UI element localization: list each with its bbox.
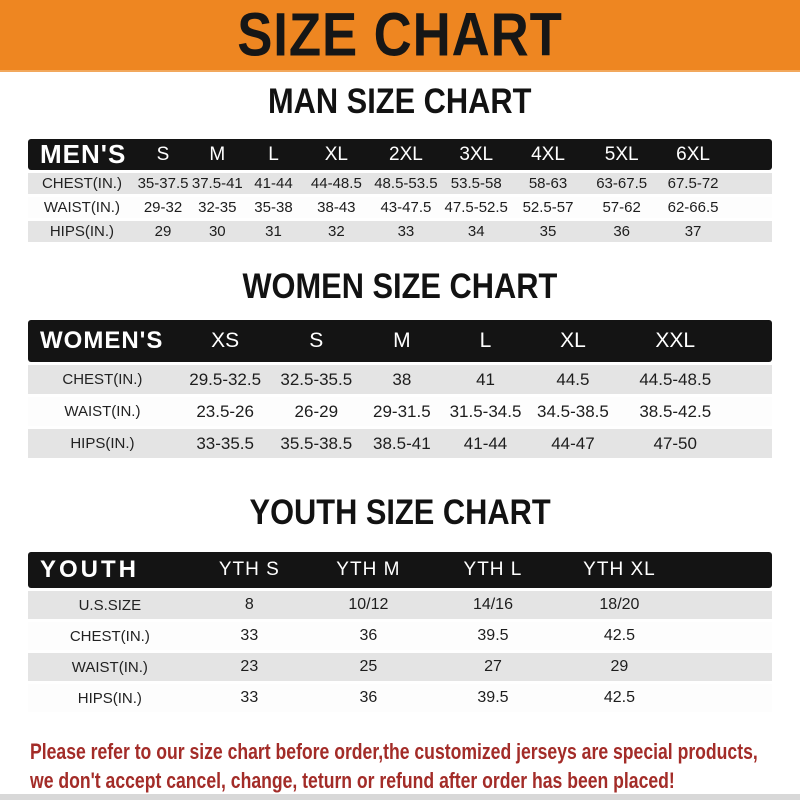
women-column-header-0: XS bbox=[177, 320, 274, 362]
men-value-1-3: 38-43 bbox=[303, 197, 371, 218]
men-value-0-7: 63-67.5 bbox=[585, 173, 658, 194]
women-column-header-2: M bbox=[359, 320, 445, 362]
youth-row-3 bbox=[28, 684, 772, 712]
youth-value-0-1: 10/12 bbox=[307, 591, 430, 619]
women-value-0-2: 38 bbox=[359, 365, 445, 394]
size-chart-banner bbox=[0, 0, 800, 72]
men-value-1-7: 57-62 bbox=[585, 197, 658, 218]
men-value-0-8: 67.5-72 bbox=[658, 173, 728, 194]
men-header-row bbox=[28, 139, 772, 170]
men-row-1 bbox=[28, 197, 772, 218]
women-value-2-1: 35.5-38.5 bbox=[274, 429, 360, 458]
women-row-0 bbox=[28, 365, 772, 394]
women-value-1-3: 31.5-34.5 bbox=[445, 397, 527, 426]
banner-title: SIZE CHART bbox=[237, 0, 563, 69]
youth-chart-heading bbox=[0, 495, 800, 531]
youth-row-label-3: HIPS(IN.) bbox=[28, 684, 192, 712]
youth-value-1-2: 39.5 bbox=[430, 622, 556, 650]
youth-row-spacer-0 bbox=[683, 591, 772, 619]
youth-column-header-3: YTH XL bbox=[556, 552, 682, 588]
men-column-header-7: 5XL bbox=[585, 139, 658, 170]
men-column-header-6: 4XL bbox=[511, 139, 585, 170]
women-value-0-0: 29.5-32.5 bbox=[177, 365, 274, 394]
men-value-2-7: 36 bbox=[585, 221, 658, 242]
women-value-1-4: 34.5-38.5 bbox=[526, 397, 619, 426]
youth-value-1-3: 42.5 bbox=[556, 622, 682, 650]
women-row-spacer-0 bbox=[731, 365, 772, 394]
women-chart-heading-text: WOMEN SIZE CHART bbox=[242, 267, 558, 306]
women-column-header-4: XL bbox=[526, 320, 619, 362]
footer-line-2: we don't accept cancel, change, teturn or refund after order has been placed! bbox=[30, 768, 675, 793]
youth-value-3-2: 39.5 bbox=[430, 684, 556, 712]
men-value-1-6: 52.5-57 bbox=[511, 197, 585, 218]
youth-size-table bbox=[28, 549, 772, 715]
youth-row-spacer-3 bbox=[683, 684, 772, 712]
women-value-1-1: 26-29 bbox=[274, 397, 360, 426]
women-value-0-4: 44.5 bbox=[526, 365, 619, 394]
youth-value-1-1: 36 bbox=[307, 622, 430, 650]
men-value-1-5: 47.5-52.5 bbox=[442, 197, 511, 218]
men-row-spacer-1 bbox=[728, 197, 772, 218]
women-value-0-1: 32.5-35.5 bbox=[274, 365, 360, 394]
women-value-2-5: 47-50 bbox=[619, 429, 731, 458]
youth-row-1 bbox=[28, 622, 772, 650]
men-value-2-1: 30 bbox=[190, 221, 244, 242]
men-value-0-6: 58-63 bbox=[511, 173, 585, 194]
men-column-header-5: 3XL bbox=[442, 139, 511, 170]
men-row-2 bbox=[28, 221, 772, 242]
women-header-label: WOMEN'S bbox=[28, 320, 177, 362]
men-column-header-8: 6XL bbox=[658, 139, 728, 170]
youth-value-3-1: 36 bbox=[307, 684, 430, 712]
women-row-label-2: HIPS(IN.) bbox=[28, 429, 177, 458]
footer-note bbox=[0, 737, 800, 795]
women-column-header-5: XXL bbox=[619, 320, 731, 362]
men-row-label-2: HIPS(IN.) bbox=[28, 221, 136, 242]
men-value-0-3: 44-48.5 bbox=[303, 173, 371, 194]
men-size-table-container bbox=[28, 136, 772, 245]
men-value-0-0: 35-37.5 bbox=[137, 175, 189, 192]
men-value-1-1: 32-35 bbox=[190, 197, 244, 218]
men-row-label-1: WAIST(IN.) bbox=[28, 197, 136, 218]
bottom-strip bbox=[0, 794, 800, 800]
youth-column-header-0: YTH S bbox=[192, 552, 307, 588]
men-value-2-0: 29 bbox=[136, 221, 190, 242]
women-row-spacer-2 bbox=[731, 429, 772, 458]
men-column-header-2: L bbox=[244, 139, 302, 170]
women-row-spacer-1 bbox=[731, 397, 772, 426]
youth-chart-heading-text: YOUTH SIZE CHART bbox=[249, 493, 551, 532]
youth-row-spacer-2 bbox=[683, 653, 772, 681]
youth-column-header-2: YTH L bbox=[430, 552, 556, 588]
youth-header-row bbox=[28, 552, 772, 588]
women-value-2-3: 41-44 bbox=[445, 429, 527, 458]
man-chart-heading bbox=[0, 84, 800, 120]
men-value-2-8: 37 bbox=[658, 221, 728, 242]
men-header-spacer bbox=[728, 139, 772, 170]
women-row-label-1: WAIST(IN.) bbox=[28, 397, 177, 426]
youth-row-spacer-1 bbox=[683, 622, 772, 650]
men-value-2-6: 35 bbox=[511, 221, 585, 242]
men-value-0-4: 48.5-53.5 bbox=[370, 173, 441, 194]
women-header-spacer bbox=[731, 320, 772, 362]
women-value-1-2: 29-31.5 bbox=[359, 397, 445, 426]
men-row-spacer-2 bbox=[728, 221, 772, 242]
women-value-2-2: 38.5-41 bbox=[359, 429, 445, 458]
youth-row-label-1: CHEST(IN.) bbox=[28, 622, 192, 650]
man-chart-heading-text: MAN SIZE CHART bbox=[268, 82, 532, 121]
men-value-2-3: 32 bbox=[303, 221, 371, 242]
women-value-1-0: 23.5-26 bbox=[177, 397, 274, 426]
youth-value-0-2: 14/16 bbox=[430, 591, 556, 619]
men-value-1-8: 62-66.5 bbox=[658, 197, 728, 218]
youth-value-0-3: 18/20 bbox=[556, 591, 682, 619]
men-row-label-0: CHEST(IN.) bbox=[28, 173, 136, 194]
youth-size-table-container bbox=[28, 549, 772, 715]
women-column-header-3: L bbox=[445, 320, 527, 362]
men-column-header-1: M bbox=[190, 139, 244, 170]
youth-header-spacer bbox=[683, 552, 772, 588]
women-size-table-container bbox=[28, 317, 772, 461]
men-value-1-4: 43-47.5 bbox=[370, 197, 441, 218]
youth-value-3-0: 33 bbox=[192, 684, 307, 712]
women-row-1 bbox=[28, 397, 772, 426]
women-value-2-4: 44-47 bbox=[526, 429, 619, 458]
men-row-spacer-0 bbox=[728, 173, 772, 194]
men-column-header-4: 2XL bbox=[370, 139, 441, 170]
men-value-1-0: 29-32 bbox=[136, 197, 190, 218]
women-value-0-3: 41 bbox=[445, 365, 527, 394]
youth-value-2-2: 27 bbox=[430, 653, 556, 681]
men-value-0-5: 53.5-58 bbox=[442, 173, 511, 194]
men-value-0-2: 41-44 bbox=[244, 173, 302, 194]
youth-value-2-3: 29 bbox=[556, 653, 682, 681]
youth-value-3-3: 42.5 bbox=[556, 684, 682, 712]
women-header-row bbox=[28, 320, 772, 362]
youth-row-2 bbox=[28, 653, 772, 681]
women-row-2 bbox=[28, 429, 772, 458]
youth-row-0 bbox=[28, 591, 772, 619]
men-value-2-2: 31 bbox=[244, 221, 302, 242]
women-size-table bbox=[28, 317, 772, 461]
youth-value-0-0: 8 bbox=[192, 591, 307, 619]
youth-header-label: YOUTH bbox=[28, 552, 192, 588]
youth-value-2-0: 23 bbox=[192, 653, 307, 681]
youth-row-label-2: WAIST(IN.) bbox=[28, 653, 192, 681]
men-value-1-2: 35-38 bbox=[244, 197, 302, 218]
women-chart-heading bbox=[0, 269, 800, 305]
men-column-header-3: XL bbox=[303, 139, 371, 170]
men-row-0 bbox=[28, 173, 772, 194]
youth-value-2-1: 25 bbox=[307, 653, 430, 681]
women-column-header-1: S bbox=[274, 320, 360, 362]
men-value-0-1: 37.5-41 bbox=[191, 175, 243, 192]
women-row-label-0: CHEST(IN.) bbox=[28, 365, 177, 394]
youth-value-1-0: 33 bbox=[192, 622, 307, 650]
women-value-2-0: 33-35.5 bbox=[177, 429, 274, 458]
youth-column-header-1: YTH M bbox=[307, 552, 430, 588]
footer-line-1: Please refer to our size chart before order,the customized jerseys are special products, bbox=[30, 739, 758, 764]
men-value-2-4: 33 bbox=[370, 221, 441, 242]
women-value-1-5: 38.5-42.5 bbox=[619, 397, 731, 426]
youth-row-label-0: U.S.SIZE bbox=[28, 591, 192, 619]
men-header-label: MEN'S bbox=[28, 139, 136, 170]
women-value-0-5: 44.5-48.5 bbox=[619, 365, 731, 394]
men-value-2-5: 34 bbox=[442, 221, 511, 242]
men-size-table bbox=[28, 136, 772, 245]
men-column-header-0: S bbox=[136, 139, 190, 170]
